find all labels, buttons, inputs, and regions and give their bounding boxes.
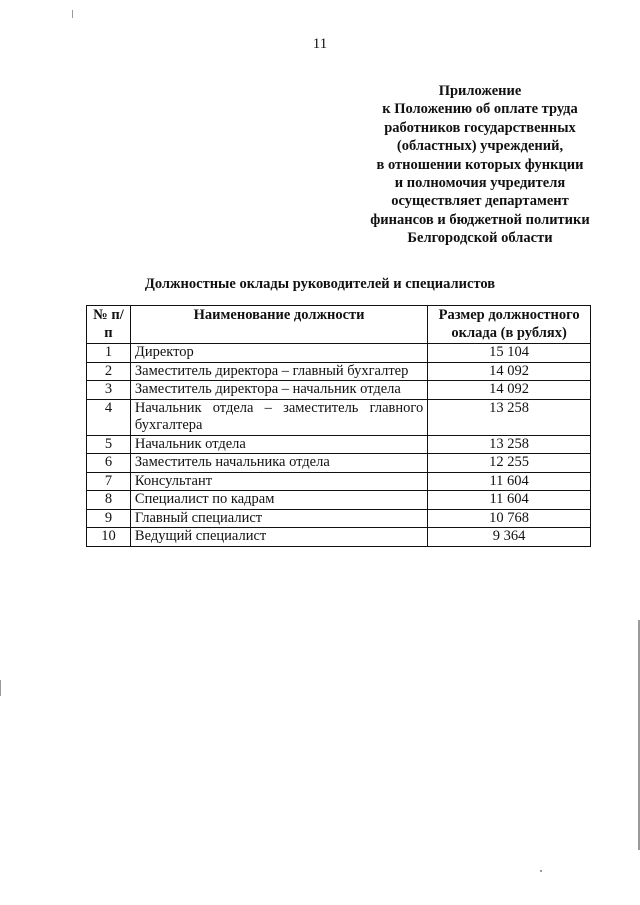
row-num: 3 — [87, 381, 131, 400]
header-position: Наименование должности — [130, 306, 427, 344]
row-num: 9 — [87, 509, 131, 528]
table-row — [87, 472, 591, 491]
page-number: 11 — [312, 36, 328, 52]
table-row — [87, 381, 591, 400]
row-position: Начальник отдела – заместитель главного бухгалтера — [130, 399, 427, 435]
header-salary: Размер должностного оклада (в рублях) — [428, 306, 591, 344]
table-row — [87, 454, 591, 473]
scan-mark-left — [0, 680, 1, 696]
appendix-heading — [330, 82, 630, 248]
row-salary: 11 604 — [428, 472, 591, 491]
scan-mark-bottom — [540, 870, 542, 872]
row-salary: 14 092 — [428, 381, 591, 400]
row-position: Заместитель начальника отдела — [130, 454, 427, 473]
row-salary: 14 092 — [428, 362, 591, 381]
appendix-line: (областных) учреждений, — [396, 138, 564, 155]
row-num: 1 — [87, 344, 131, 363]
appendix-line: Приложение — [438, 83, 522, 99]
row-num: 6 — [87, 454, 131, 473]
table-row — [87, 362, 591, 381]
scan-mark-top — [72, 10, 73, 18]
row-position: Заместитель директора – начальник отдела — [130, 381, 427, 400]
row-salary: 10 768 — [428, 509, 591, 528]
row-num: 7 — [87, 472, 131, 491]
table-row — [87, 399, 591, 435]
table-row — [87, 509, 591, 528]
row-salary: 11 604 — [428, 491, 591, 510]
row-position: Специалист по кадрам — [130, 491, 427, 510]
row-num: 4 — [87, 399, 131, 435]
appendix-line: к Положению об оплате труда — [382, 101, 578, 118]
appendix-line: осуществляет департамент — [391, 193, 569, 210]
row-position: Главный специалист — [130, 509, 427, 528]
salary-table — [86, 305, 591, 547]
table-row — [87, 435, 591, 454]
row-salary: 13 258 — [428, 399, 591, 435]
table-header-row — [87, 306, 591, 344]
table-row — [87, 344, 591, 363]
row-position: Начальник отдела — [130, 435, 427, 454]
appendix-line: финансов и бюджетной политики — [370, 211, 590, 228]
appendix-line: работников государственных — [384, 119, 576, 136]
table-row — [87, 491, 591, 510]
row-num: 8 — [87, 491, 131, 510]
appendix-line: Белгородской области — [407, 230, 553, 247]
table-row — [87, 528, 591, 547]
row-position: Ведущий специалист — [130, 528, 427, 547]
row-salary: 9 364 — [428, 528, 591, 547]
row-num: 5 — [87, 435, 131, 454]
appendix-line: в отношении которых функции — [376, 156, 584, 173]
row-num: 2 — [87, 362, 131, 381]
appendix-line: и полномочия учредителя — [394, 175, 566, 192]
row-salary: 12 255 — [428, 454, 591, 473]
row-position: Консультант — [130, 472, 427, 491]
row-num: 10 — [87, 528, 131, 547]
row-salary: 13 258 — [428, 435, 591, 454]
row-position: Заместитель директора – главный бухгалтер — [130, 362, 427, 381]
row-salary: 15 104 — [428, 344, 591, 363]
header-num: № п/п — [87, 306, 131, 344]
table-title: Должностные оклады руководителей и специалистов — [144, 276, 496, 292]
row-position: Директор — [130, 344, 427, 363]
